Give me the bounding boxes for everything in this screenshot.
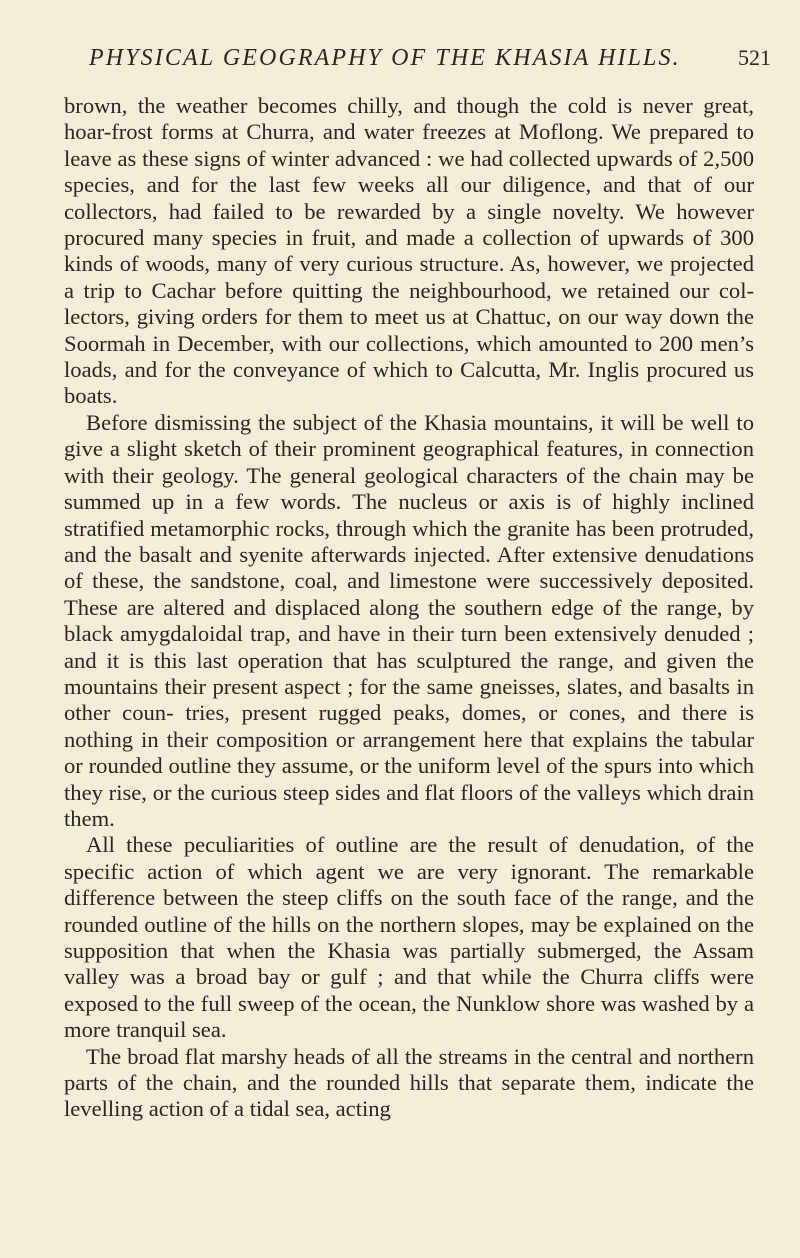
paragraph: brown, the weather becomes chilly, and though the cold is never great, hoar-frost forms at Churra, and water freezes at Moflong. We prepared to leave as these signs of winter advanced : we had collected upwards of 2,500 species, and for the last few weeks all our diligence, and that of our collectors, had failed to be rewarded by a single novelty. We however procured many species in fruit, and made a collection of upwards of 300 kinds of woods, many of very curious structure. As, however, we projected a trip to Cachar before quitting the neighbourhood, we retained our col- lectors, giving orders for them to meet us at Chattuc, on our way down the Soormah in December, with our collections, which amounted to 200 men’s loads, and for the conveyance of which to Calcutta, Mr. Inglis procured us boats.: [64, 93, 754, 409]
paragraph: Before dismissing the subject of the Khasia mountains, it will be well to give a slight sketch of their prominent geographical features, in connection with their geology. The general geological characters of the chain may be summed up in a few words. The nucleus or axis is of highly inclined stratified metamorphic rocks, through which the granite has been protruded, and the basalt and syenite afterwards injected. After extensive denudations of these, the sandstone, coal, and limestone were successively deposited. These are altered and displaced along the southern edge of the range, by black amygdaloidal trap, and have in their turn been extensively denuded ; and it is this last operation that has sculptured the range, and given the mountains their present aspect ; for the same gneisses, slates, and basalts in other coun- tries, present rugged peaks, domes, or cones, and there is nothing in their composition or arrangement here that explains the tabular or rounded outline they assume, or the uniform level of the spurs into which they rise, or the curious steep sides and flat floors of the valleys which drain them.: [64, 409, 754, 831]
running-title: PHYSICAL GEOGRAPHY OF THE KHASIA HILLS.: [89, 45, 681, 71]
paragraph: All these peculiarities of outline are the result of denudation, of the specific action of which agent we are very ignorant. The remarkable difference between the steep cliffs on the south face of the range, and the rounded outline of the hills on the northern slopes, may be explained on the supposition that when the Khasia was partially submerged, the Assam valley was a broad bay or gulf ; and that while the Churra cliffs were exposed to the full sweep of the ocean, the Nunklow shore was washed by a more tranquil sea.: [64, 832, 754, 1043]
body-text: [64, 93, 754, 1123]
paragraph: The broad flat marshy heads of all the streams in the central and northern parts of the chain, and the rounded hills that separate them, indicate the levelling action of a tidal sea, acting: [64, 1043, 754, 1122]
page-number: 521: [738, 45, 771, 70]
running-head: [0, 43, 800, 83]
